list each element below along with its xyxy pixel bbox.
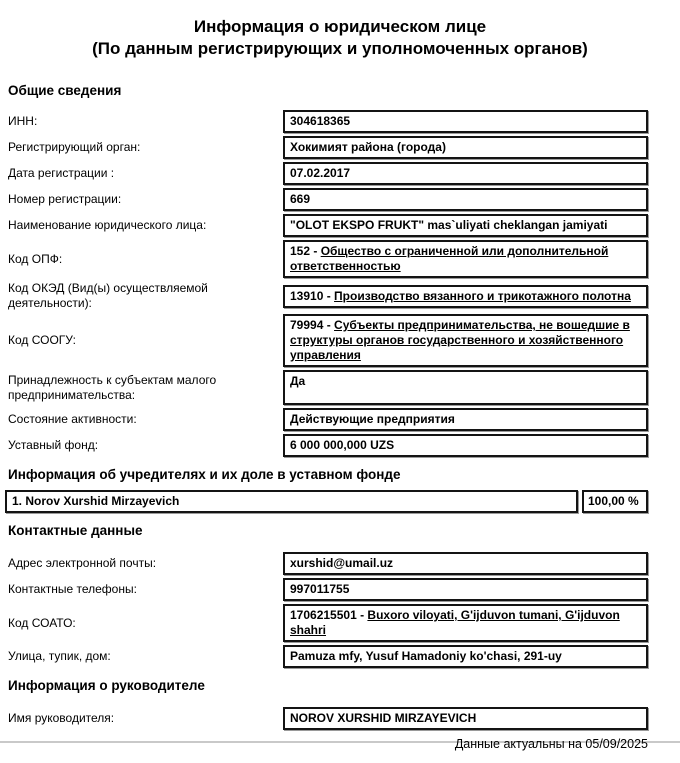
field-row-charter-fund <box>8 434 648 457</box>
director-name-value: NOROV XURSHID MIRZAYEVICH <box>283 707 648 730</box>
reg-number-value: 669 <box>283 188 648 211</box>
contacts-form <box>8 552 648 668</box>
reg-organ-value: Хокимият района (города) <box>283 136 648 159</box>
field-row-small-business <box>8 370 648 405</box>
field-row-soato-code <box>8 604 648 642</box>
field-label: Дата регистрации : <box>8 166 115 180</box>
page-title-line1: Информация о юридическом лице <box>193 17 487 36</box>
soato-code: 1706215501 - <box>290 608 368 622</box>
field-label: Контактные телефоны: <box>8 582 137 596</box>
field-label: Уставный фонд: <box>8 438 99 452</box>
soato-value <box>283 604 648 642</box>
field-label: Код ОКЭД (Вид(ы) осуществляемой деятельности): <box>8 281 208 310</box>
email-value: xurshid@umail.uz <box>283 552 648 575</box>
director-form <box>8 707 648 730</box>
field-row-phones <box>8 578 648 601</box>
field-row-reg-number <box>8 188 648 211</box>
phones-value: 997011755 <box>283 578 648 601</box>
page-title <box>0 16 680 60</box>
field-label: ИНН: <box>8 114 38 128</box>
field-label: Наименование юридического лица: <box>8 218 207 232</box>
field-label: Имя руководителя: <box>8 711 115 725</box>
oked-code: 13910 - <box>290 288 335 303</box>
field-row-director-name <box>8 707 648 730</box>
reg-date-value: 07.02.2017 <box>283 162 648 185</box>
oked-value <box>283 285 648 308</box>
field-row-inn <box>8 110 648 133</box>
opf-code: 152 - <box>290 244 321 258</box>
soogu-link[interactable]: Субъекты предпринимательства, не вошедшие в структуры органов государственного и хозяйственного управления <box>290 318 630 362</box>
field-label: Принадлежность к субъектам малого предпринимательства: <box>8 372 217 402</box>
soogu-value <box>283 314 648 367</box>
inn-value: 304618365 <box>283 110 648 133</box>
section-heading-founders: Информация об учредителях и их доле в уставном фонде <box>8 467 401 482</box>
soogu-code: 79994 - <box>290 318 335 332</box>
legal-name-value: "OLOT EKSPO FRUKT" mas`uliyati cheklangan jamiyati <box>283 214 648 237</box>
section-heading-general: Общие сведения <box>8 83 122 98</box>
field-row-reg-date <box>8 162 648 185</box>
general-info-form <box>8 110 648 457</box>
soato-link[interactable]: Buxoro viloyati, G'ijduvon tumani, G'ijduvon shahri <box>290 608 620 637</box>
field-row-activity-status <box>8 408 648 431</box>
field-label: Регистрирующий орган: <box>8 140 141 154</box>
field-label: Код СООГУ: <box>8 333 76 347</box>
field-row-street <box>8 645 648 668</box>
section-heading-director: Информация о руководителе <box>8 678 205 693</box>
field-label: Код СОАТО: <box>8 615 76 630</box>
oked-link[interactable]: Производство вязанного и трикотажного полотна <box>334 288 631 303</box>
opf-value <box>283 240 648 278</box>
page-title-line2: (По данным регистрирующих и уполномоченных органов) <box>92 39 588 58</box>
field-row-opf-code <box>8 240 648 278</box>
small-business-value: Да <box>283 370 648 405</box>
street-value: Pamuza mfy, Yusuf Hamadoniy ko'chasi, 291-uy <box>283 645 648 668</box>
field-label: Номер регистрации: <box>8 192 122 206</box>
field-row-soogu-code <box>8 314 648 367</box>
founder-row <box>5 490 648 513</box>
field-row-reg-organ <box>8 136 648 159</box>
activity-status-value: Действующие предприятия <box>283 408 648 431</box>
field-label: Адрес электронной почты: <box>8 556 157 570</box>
opf-link[interactable]: Общество с ограниченной или дополнительной ответственностью <box>290 244 609 273</box>
field-row-oked-code <box>8 281 648 311</box>
field-label: Код ОПФ: <box>8 251 63 266</box>
field-row-legal-name <box>8 214 648 237</box>
field-label: Состояние активности: <box>8 412 137 426</box>
field-row-email <box>8 552 648 575</box>
founder-share-value: 100,00 % <box>582 490 648 513</box>
charter-fund-value: 6 000 000,000 UZS <box>283 434 648 457</box>
field-label: Улица, тупик, дом: <box>8 649 111 663</box>
founder-name-value: 1. Norov Xurshid Mirzayevich <box>5 490 578 513</box>
section-heading-contacts: Контактные данные <box>8 523 143 538</box>
data-actuality-note: Данные актуальны на 05/09/2025 <box>454 737 648 751</box>
